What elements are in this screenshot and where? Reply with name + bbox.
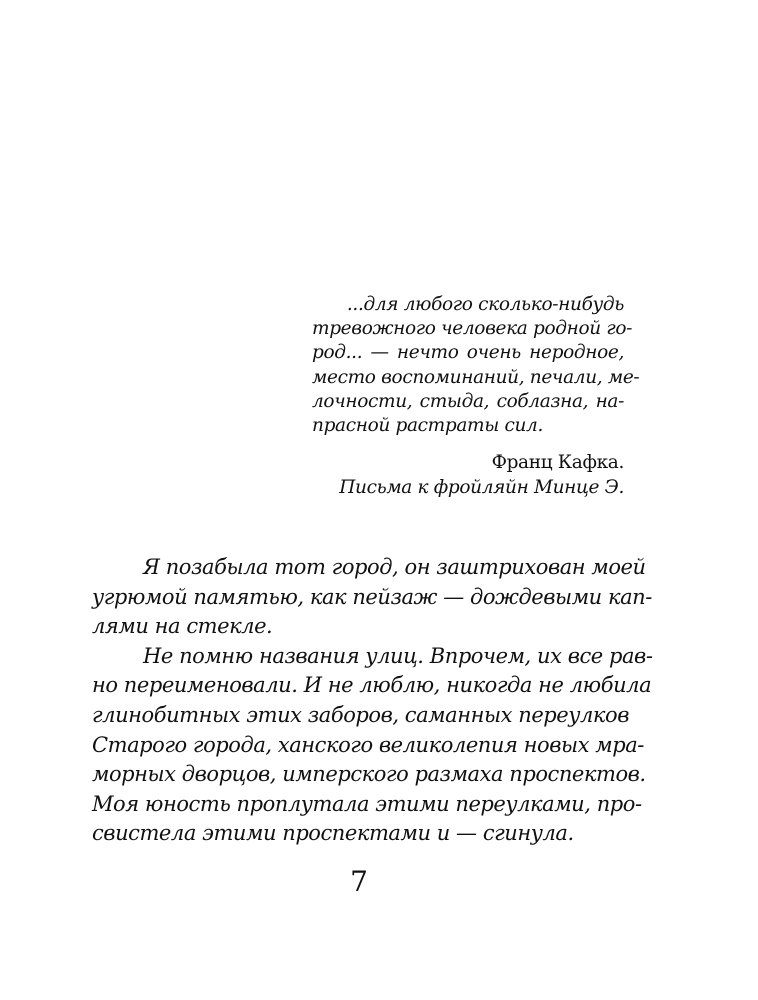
epigraph-line: род... — нечто очень неродное, [312,342,624,364]
body-line: Не помню названия улиц. Впрочем, их все рав- [143,643,653,668]
epigraph-line: лочности, стыда, соблазна, на- [312,390,624,412]
epigraph-line: прасной растраты сил. [312,415,543,437]
body-text [92,553,653,849]
body-line: морных дворцов, имперского размаха проспектов. [92,762,646,787]
body-line: лями на стекле. [92,614,273,639]
epigraph-author: Франц Кафка. [491,452,624,473]
body-line: Я позабыла тот город, он заштрихован моей [143,555,646,579]
epigraph-line: ...для любого сколько-нибудь [346,294,624,315]
body-line: Моя юность проплутала этими переулками, про- [92,791,642,816]
page-number: 7 [350,865,368,898]
body-line: свистела этими проспектами и — сгинула. [92,821,574,846]
epigraph [312,293,640,438]
body-line: угрюмой памятью, как пейзаж — дождевыми кап- [92,584,652,609]
epigraph-line: место воспоминаний, печали, ме- [312,366,640,388]
body-line: но переименовали. И не люблю, никогда не любила [92,673,652,698]
body-line: глинобитных этих заборов, саманных переулков [92,702,629,727]
body-line: Старого города, ханского великолепия новых мра- [92,732,644,757]
epigraph-line: тревожного человека родной го- [312,318,633,340]
epigraph-attribution [312,451,624,500]
epigraph-source: Письма к фройляйн Минце Э. [339,476,624,498]
